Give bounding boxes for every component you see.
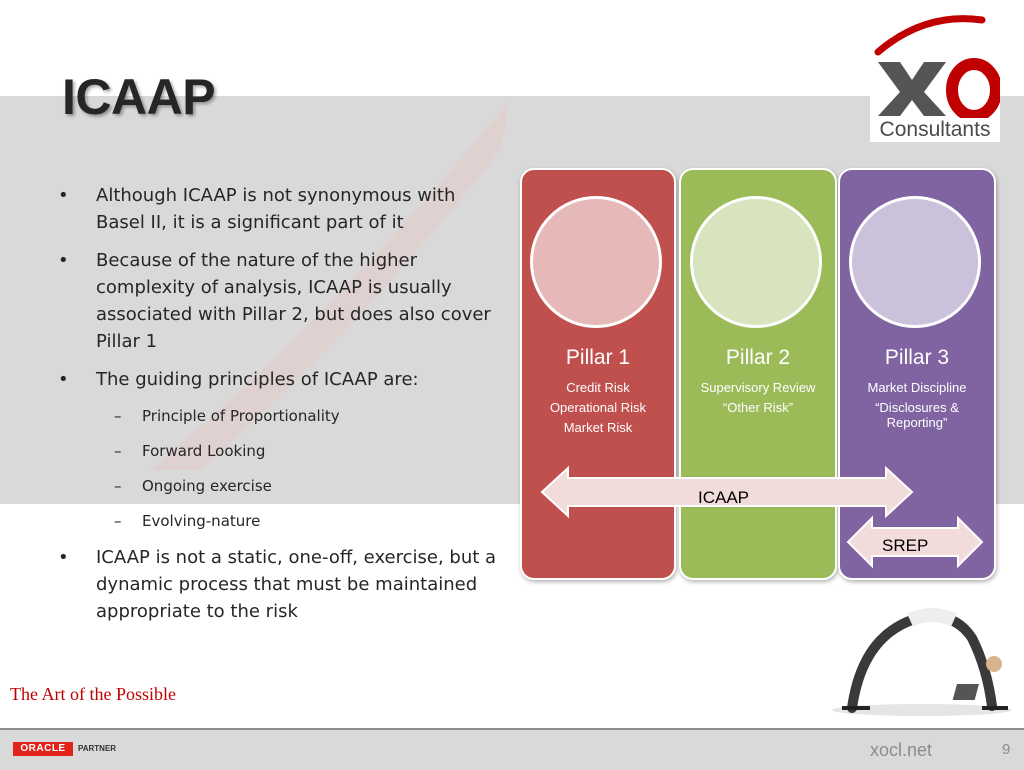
pillar-3-title: Pillar 3	[884, 346, 950, 369]
pillar-1-title: Pillar 1	[565, 346, 631, 369]
bullet-marker: •	[58, 185, 69, 206]
logo-subtitle: Consultants	[879, 118, 991, 141]
tagline: The Art of the Possible	[10, 684, 176, 704]
pillar-2-title: Pillar 2	[725, 346, 791, 369]
oracle-logo: ORACLE	[13, 742, 73, 756]
pillar-2-item: “Other Risk”	[722, 400, 794, 415]
pillar-1-item: Market Risk	[563, 420, 633, 435]
srep-arrow-label: SREP	[882, 536, 929, 555]
sub-bullet-text: Ongoing exercise	[142, 477, 272, 495]
sub-bullet-text: Forward Looking	[142, 442, 266, 460]
dash-marker: –	[114, 407, 122, 425]
bullet-text: The guiding principles of ICAAP are:	[96, 369, 419, 390]
dash-marker: –	[114, 477, 122, 495]
pillar-3-item: “Disclosures & Reporting”	[875, 400, 959, 430]
footer-bar	[0, 728, 1024, 770]
pillar-2-item: Supervisory Review	[700, 380, 816, 395]
partner-label: PARTNER	[78, 744, 117, 753]
bending-businessman-illustration	[822, 598, 1024, 718]
slide-title: ICAAP	[62, 69, 216, 125]
bullet-text: Because of the nature of the higher complexity of analysis, ICAAP is usually associated with Pillar 2, but does also cover Pillar 1	[96, 250, 491, 352]
bullet-text: Although ICAAP is not synonymous with Basel II, it is a significant part of it	[96, 185, 456, 233]
bullet-marker: •	[58, 547, 69, 568]
dash-marker: –	[114, 442, 122, 460]
pillar-1-item: Operational Risk	[549, 400, 647, 415]
dash-marker: –	[114, 512, 122, 530]
bullet-marker: •	[58, 250, 69, 271]
pillar-3-item: Market Discipline	[867, 380, 967, 395]
pillar-1-item: Credit Risk	[566, 380, 630, 395]
bullet-marker: •	[58, 369, 69, 390]
sub-bullet-text: Principle of Proportionality	[142, 407, 340, 425]
bullet-text: ICAAP is not a static, one-off, exercise, but a dynamic process that must be maintained appropriate to the risk	[96, 547, 497, 622]
sub-bullet-text: Evolving-nature	[142, 512, 261, 530]
site-url: xocl.net	[870, 740, 933, 760]
page-number: 9	[1002, 741, 1011, 758]
icaap-arrow-label: ICAAP	[698, 488, 750, 507]
